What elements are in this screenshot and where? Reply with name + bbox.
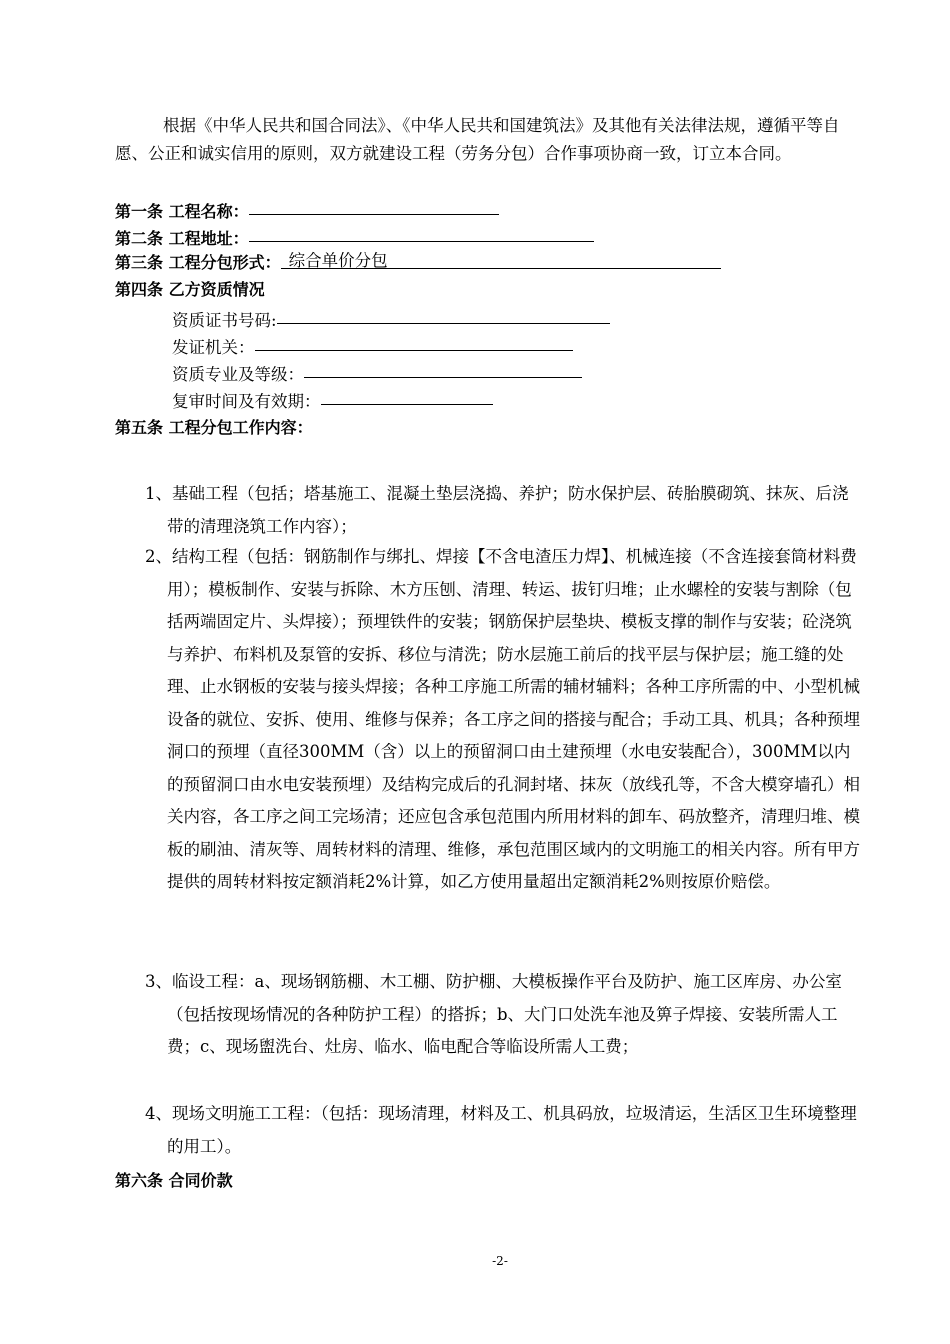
qual-issuer-field (255, 332, 573, 351)
list-item (145, 966, 863, 1064)
article-4-label: 第四条 乙方资质情况 (115, 280, 265, 299)
work-item-2: 2、结构工程（包括：钢筋制作与绑扎、焊接【不含电渣压力焊】、机械连接（不含连接套筒材料费用）；模板制作、安装与拆除、木方压刨、清理、转运、拔钉归堆；止水螺栓的安装与割除（包括两端固定片、头焊接）；预埋铁件的安装；钢筋保护层垫块、模板支撑的制作与安装；砼浇筑与养护、布料机及泵管的安拆、移位与清洗；防水层施工前后的找平层与保护层；施工缝的处理、止水钢板的安装与接头焊接；各种工序施工所需的辅材辅料；各种工序所需的中、小型机械设备的就位、安拆、使用、维修与保养；各工序之间的搭接与配合；手动工具、机具；各种预埋洞口的预埋（直径300MM（含）以上的预留洞口由土建预埋（水电安装配合），300MM以内的预留洞口由水电安装预埋）及结构完成后的孔洞封堵、抹灰（放线孔等，不含大模穿墙孔）相关内容，各工序之间工完场清；还应包含承包范围内所用材料的卸车、码放整齐，清理归堆、模板的刷油、清灰等、周转材料的清理、维修，承包范围区域内的文明施工的相关内容。所有甲方提供的周转材料按定额消耗2%计算，如乙方使用量超出定额消耗2%则按原价赔偿。 (145, 547, 860, 891)
qual-issuer-label: 发证机关： (172, 338, 255, 357)
list-item (145, 478, 863, 543)
qual-review-label: 复审时间及有效期： (172, 392, 321, 411)
qual-cert-label: 资质证书号码: (172, 311, 277, 330)
article-1-label: 第一条 工程名称： (115, 202, 249, 221)
page-number: -2- (492, 1254, 508, 1268)
article-6 (115, 1170, 233, 1192)
article-4 (115, 279, 265, 301)
qual-review (172, 388, 493, 413)
qual-cert (172, 307, 610, 332)
intro-paragraph: 根据《中华人民共和国合同法》、《中华人民共和国建筑法》及其他有关法律法规，遵循平等自愿、公正和诚实信用的原则，双方就建设工程（劳务分包）合作事项协商一致，订立本合同。 (115, 116, 840, 163)
list-item (145, 1098, 863, 1163)
article-2-label: 第二条 工程地址： (115, 229, 249, 248)
work-item-3: 3、临设工程：a、现场钢筋棚、木工棚、防护棚、大模板操作平台及防护、施工区库房、办公室（包括按现场情况的各种防护工程）的搭拆；b、大门口处洗车池及箅子焊接、安装所需人工费；c、现场盥洗台、灶房、临水、临电配合等临设所需人工费； (145, 972, 842, 1056)
article-2 (115, 225, 594, 250)
qual-grade-field (304, 359, 582, 378)
qual-issuer (172, 334, 573, 359)
article-3 (115, 252, 721, 274)
project-name-field (249, 196, 499, 215)
qual-grade (172, 361, 582, 386)
article-5 (115, 417, 313, 439)
work-item-4: 4、现场文明施工工程：（包括：现场清理，材料及工、机具码放，垃圾清运，生活区卫生环境整理的用工）。 (145, 1104, 857, 1156)
project-address-field (249, 223, 594, 242)
qual-grade-label: 资质专业及等级： (172, 365, 304, 384)
subcontract-form-field: 综合单价分包 (281, 250, 721, 269)
list-item (145, 541, 863, 899)
article-1 (115, 198, 499, 223)
article-5-label: 第五条 工程分包工作内容： (115, 418, 313, 437)
article-6-label: 第六条 合同价款 (115, 1171, 233, 1190)
qual-review-field (321, 386, 493, 405)
qual-cert-field (277, 305, 610, 324)
work-item-1: 1、基础工程（包括；塔基施工、混凝土垫层浇捣、养护；防水保护层、砖胎膜砌筑、抹灰、后浇带的清理浇筑工作内容）； (145, 484, 849, 536)
article-3-label: 第三条 工程分包形式： (115, 253, 281, 272)
